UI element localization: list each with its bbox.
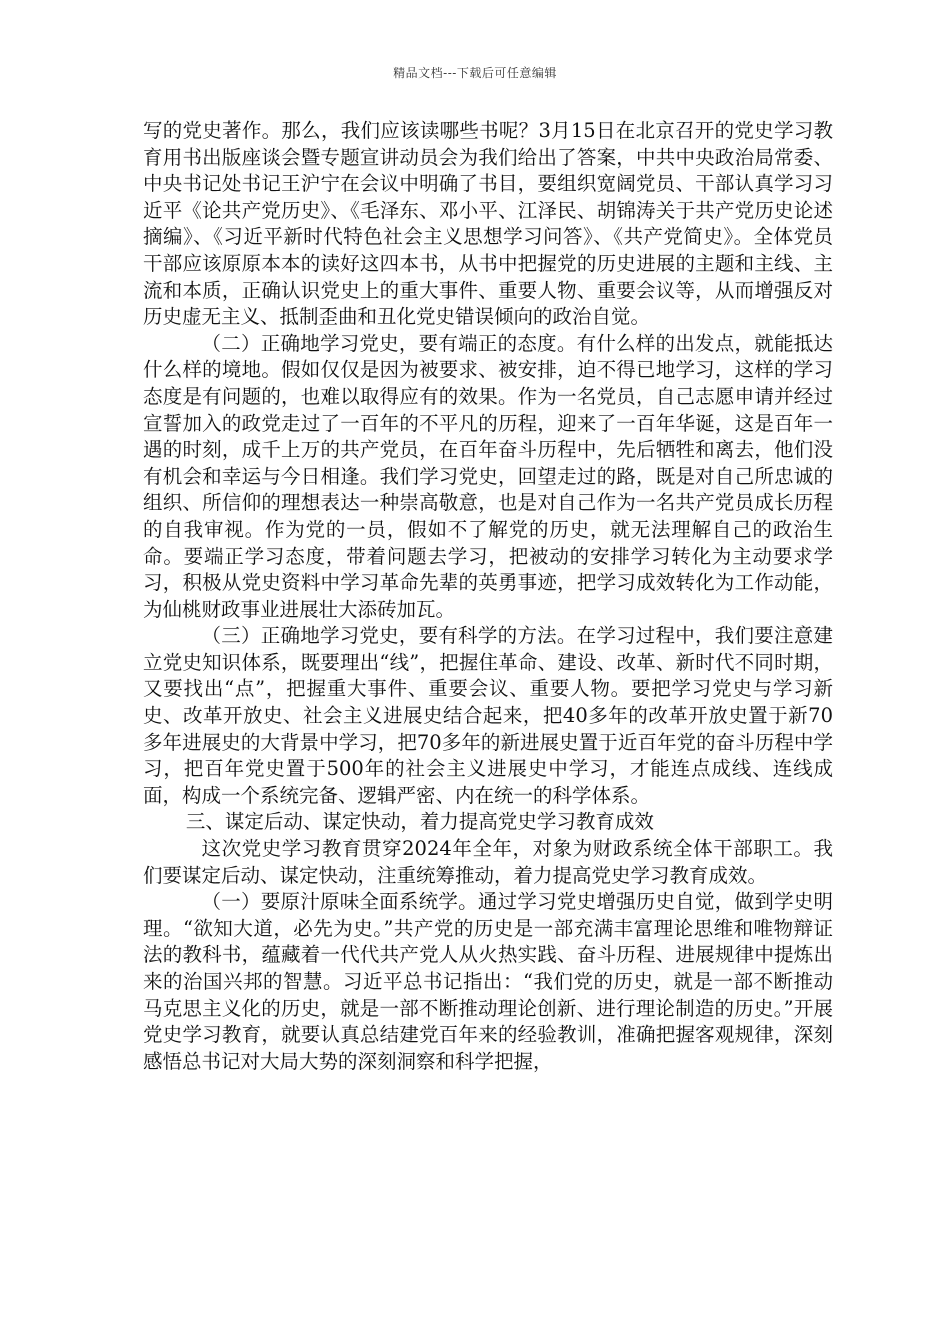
section-heading: 三、谋定后动、谋定快动，着力提高党史学习教育成效 [185, 810, 654, 834]
page-header: 精品文档---下载后可任意编辑 [393, 66, 557, 80]
document-body [143, 118, 833, 1075]
paragraph: （二）正确地学习党史，要有端正的态度。有什么样的出发点，就能抵达什么样的境地。假如仅仅是因为被要求、被安排，迫不得已地学习，这样的学习态度是有问题的，也难以取得应有的效果。作为一名党员，自己志愿申请并经过宣誓加入的政党走过了一百年的不平凡的历程，迎来了一百年华诞，这是百年一遇的时刻，成千上万的共产党员，在百年奋斗历程中，先后牺牲和离去，他们没有机会和幸运与今日相逢。我们学习党史，回望走过的路，既是对自己所忠诚的组织、所信仰的理想表达一种崇高敬意，也是对自己作为一名共产党员成长历程的自我审视。作为党的一员，假如不了解党的历史，就无法理解自己的政治生命。要端正学习态度，带着问题去学习，把被动的安排学习转化为主动要求学习，积极从党史资料中学习革命先辈的英勇事迹，把学习成效转化为工作动能，为仙桃财政事业进展壮大添砖加瓦。 [143, 331, 833, 621]
paragraph: （三）正确地学习党史，要有科学的方法。在学习过程中，我们要注意建立党史知识体系，既要理出“线”，把握住革命、建设、改革、新时代不同时期，又要找出“点”，把握重大事件、重要会议、重要人物。要把学习党史与学习新史、改革开放史、社会主义进展史结合起来，把40多年的改革开放史置于新70多年进展史的大背景中学习，把70多年的新进展史置于近百年党的奋斗历程中学习，把百年党史置于500年的社会主义进展史中学习，才能连点成线、连线成面，构成一个系统完备、逻辑严密、内在统一的科学体系。 [143, 624, 833, 807]
paragraph: （一）要原汁原味全面系统学。通过学习党史增强历史自觉，做到学史明理。“欲知大道，必先为史。”共产党的历史是一部充满丰富理论思维和唯物辩证法的教科书，蕴藏着一代代共产党人从火热实践、奋斗历程、进展规律中提炼出来的治国兴邦的智慧。习近平总书记指出：“我们党的历史，就是一部不断推动马克思主义化的历史，就是一部不断推动理论创新、进行理论制造的历史。”开展党史学习教育，就要认真总结建党百年来的经验教训，准确把握客观规律，深刻感悟总书记对大局大势的深刻洞察和科学把握， [143, 890, 833, 1073]
paragraph: 写的党史著作。那么，我们应该读哪些书呢？3月15日在北京召开的党史学习教育用书出版座谈会暨专题宣讲动员会为我们给出了答案，中共中央政治局常委、中央书记处书记王沪宁在会议中明确了书目，要组织宽阔党员、干部认真学习习近平《论共产党历史》、《毛泽东、邓小平、江泽民、胡锦涛关于共产党历史论述摘编》、《习近平新时代特色社会主义思想学习问答》、《共产党简史》。全体党员干部应该原原本本的读好这四本书，从书中把握党的历史进展的主题和主线、主流和本质，正确认识党史上的重大事件、重要人物、重要会议等，从而增强反对历史虚无主义、抵制歪曲和丑化党史错误倾向的政治自觉。 [143, 119, 833, 329]
paragraph: 这次党史学习教育贯穿2024年全年，对象为财政系统全体干部职工。我们要谋定后动、谋定快动，注重统筹推动，着力提高党史学习教育成效。 [143, 837, 833, 887]
